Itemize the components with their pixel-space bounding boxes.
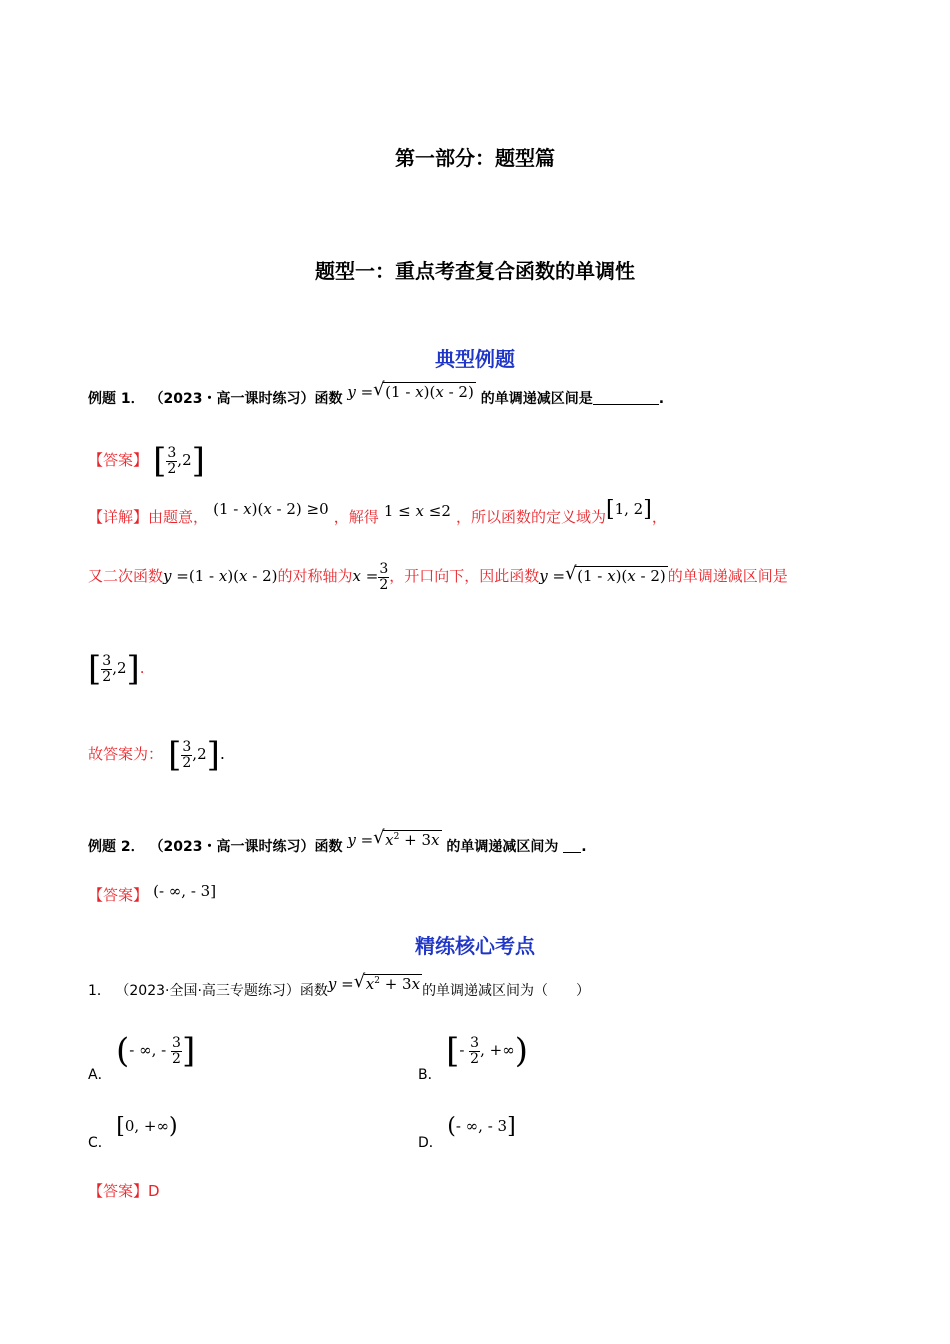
question-1-label: 1．	[88, 983, 111, 999]
answer-interval: [ $\frac{3}{2}$ ,2]	[153, 441, 205, 481]
option-a-interval: (- ∞, - $\frac{3}{2}$ ]	[116, 1031, 196, 1071]
inequality-2: 1 ≤ x ≤2	[383, 502, 451, 520]
example-2-source: （2023・高一课时练习）函数	[149, 839, 343, 855]
detail-tag: 【详解】	[88, 508, 149, 526]
composite-formula: y = √ (1 - x)(x - 2)	[539, 563, 666, 586]
question-1-suffix: 的单调递减区间为（ ）	[422, 983, 591, 999]
option-b-interval: [- $\frac{3}{2}$ , +∞)	[446, 1031, 528, 1071]
question-1	[88, 971, 591, 1000]
example-1-source: （2023・高一课时练习）函数	[149, 391, 343, 407]
example-2-suffix: 的单调递减区间为	[446, 839, 559, 855]
example-2-formula: y = √ $x^2 + 3x$	[347, 827, 440, 849]
example-1-label: 例题 1．	[88, 391, 145, 407]
answer-interval: (- ∞, - 3]	[153, 882, 217, 900]
example-1-suffix: 的单调递减区间是	[480, 391, 593, 407]
example-1-answer	[88, 441, 205, 481]
question-1-answer	[88, 1180, 160, 1201]
part-title: 第一部分：题型篇	[395, 146, 555, 170]
example-2-question: 例题 2． （2023・高一课时练习）函数 y = √ $x^2 + 3x$ 的单调递减区间为 .	[88, 827, 587, 855]
example-1-formula: y = √ (1 - x)(x - 2)	[347, 379, 474, 401]
question-1-source: （2023·全国·高三专题练习）函数	[115, 983, 328, 999]
section-title-core-points: 精练核心考点	[415, 934, 535, 958]
quadratic-formula: y =(1 - x)(x - 2)	[163, 567, 278, 586]
answer-interval: [ $\frac{3}{2}$ ,2]	[88, 649, 140, 689]
example-1-question: 例题 1． （2023・高一课时练习）函数 y = √ (1 - x)(x - 2) 的单调递减区间是 .	[88, 379, 665, 407]
answer-interval: [ $\frac{3}{2}$ ,2]	[168, 735, 220, 775]
option-c-interval: [0, +∞)	[116, 1114, 178, 1139]
answer-blank	[593, 390, 659, 405]
example-2-label: 例题 2．	[88, 839, 145, 855]
domain-interval: [1, 2]	[606, 497, 652, 522]
axis-of-symmetry: x = $\frac{3}{2}$	[352, 561, 389, 593]
example-2-answer	[88, 884, 216, 905]
option-d-interval: (- ∞, - 3]	[447, 1114, 516, 1139]
answer-tag: 【答案】	[88, 451, 149, 469]
answer-value: D	[148, 1182, 160, 1200]
answer-blank	[563, 838, 581, 853]
answer-tag: 【答案】	[88, 886, 149, 904]
option-b[interactable]: B． [- $\frac{3}{2}$ , +∞)	[418, 1031, 528, 1083]
example-1-conclusion: 故答案为： [ $\frac{3}{2}$ ,2].	[88, 735, 225, 775]
option-c[interactable]: C． [0, +∞)	[88, 1114, 178, 1151]
example-1-detail-line-2: 又二次函数y =(1 - x)(x - 2)的对称轴为x = $\frac{3}{2}$ ，开口向下，因此函数y = √ (1 - x)(x - 2) 的单调递减区间是	[88, 561, 788, 593]
option-a[interactable]: A． (- ∞, - $\frac{3}{2}$ ]	[88, 1031, 196, 1083]
type-title: 题型一：重点考查复合函数的单调性	[315, 259, 635, 283]
section-title-typical-examples: 典型例题	[435, 347, 515, 371]
example-1-detail-line-3: [ $\frac{3}{2}$ ,2].	[88, 649, 145, 689]
option-d[interactable]: D． (- ∞, - 3]	[418, 1114, 516, 1151]
answer-tag: 【答案】	[88, 1182, 149, 1200]
example-1-detail-line-1: 【详解】由题意， (1 - x)(x - 2) ≥0 ，解得 1 ≤ x ≤2 ，所以函数的定义域为[1, 2]，	[88, 497, 667, 526]
inequality-1: (1 - x)(x - 2) ≥0	[213, 500, 329, 518]
question-1-formula: y = √ $x^2 + 3x$	[327, 971, 421, 993]
